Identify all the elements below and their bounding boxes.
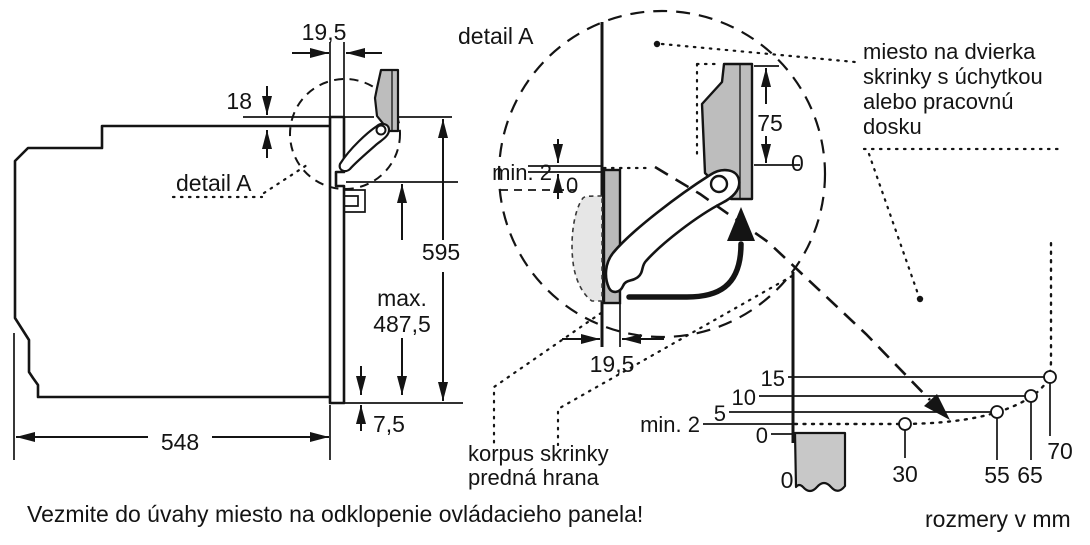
space-note-line3: alebo pracovnú	[863, 89, 1014, 114]
chart-x-label-55: 55	[984, 462, 1010, 488]
door-closed-silhouette	[572, 196, 602, 301]
flip-up-door-small	[375, 70, 398, 131]
chart-point-65	[1025, 390, 1037, 402]
bottom-warning-note: Vezmite do úvahy miesto na odklopenie ovládacieho panela!	[27, 501, 644, 527]
dim-label-7-5: 7,5	[373, 411, 405, 437]
dim-label-19-5-detail: 19,5	[589, 351, 635, 377]
chart-point-55	[991, 406, 1003, 418]
chart-y-label-10: 10	[731, 385, 756, 410]
front-edge-leader-left	[494, 313, 601, 443]
front-edge-note-line2: predná hrana	[468, 465, 599, 490]
clearance-chart	[640, 240, 1073, 532]
cabinet-wall-section	[795, 433, 845, 491]
front-edge-note-line1: korpus skrinky	[468, 441, 609, 466]
space-note-line1: miesto na dvierka	[863, 39, 1036, 64]
detail-a-title: detail A	[458, 23, 534, 49]
chart-x-label-70: 70	[1047, 438, 1073, 464]
dim-label-zero-door: 0	[791, 150, 804, 176]
dim-label-487-5: 487,5	[373, 311, 431, 337]
chart-x-label-30: 30	[892, 461, 918, 487]
oven-side-view	[14, 19, 463, 460]
chart-x-label-0: 0	[780, 467, 794, 493]
dim-label-19-5-top: 19,5	[301, 19, 347, 45]
leader-bullet-top	[654, 41, 660, 47]
door-handle-bracket	[344, 190, 365, 212]
hinge-pivot	[711, 176, 727, 192]
dim-label-595: 595	[421, 239, 461, 265]
oven-body-outline	[15, 126, 330, 397]
dim-label-75: 75	[757, 110, 783, 136]
space-note-leader-diagonal	[869, 154, 918, 294]
units-note: rozmery v mm	[925, 506, 1071, 532]
dim-label-18: 18	[226, 88, 252, 114]
chart-point-70	[1044, 371, 1056, 383]
chart-y-label-5: 5	[713, 401, 726, 426]
detail-to-chart-arrowhead	[924, 394, 950, 420]
detail-a-view	[458, 11, 1058, 490]
space-note-leader-top	[662, 44, 855, 62]
chart-y-label-15: 15	[760, 366, 785, 391]
hinge-pivot-small	[377, 126, 386, 135]
dim-label-max: max.	[377, 285, 427, 311]
space-note-line2: skrinky s úchytkou	[863, 64, 1043, 89]
dim-label-zero-top: 0	[566, 173, 579, 198]
detail-a-callout-label: detail A	[176, 170, 252, 196]
chart-x-label-65: 65	[1017, 462, 1043, 488]
chart-y-label-min2: min. 2	[640, 412, 700, 437]
chart-y-label-0: 0	[755, 423, 768, 448]
space-note-line4: dosku	[863, 114, 922, 139]
dim-label-548: 548	[160, 429, 200, 455]
chart-point-30	[899, 418, 911, 430]
leader-bullet-bottom	[917, 296, 923, 302]
dim-label-min2: min. 2	[492, 160, 552, 185]
